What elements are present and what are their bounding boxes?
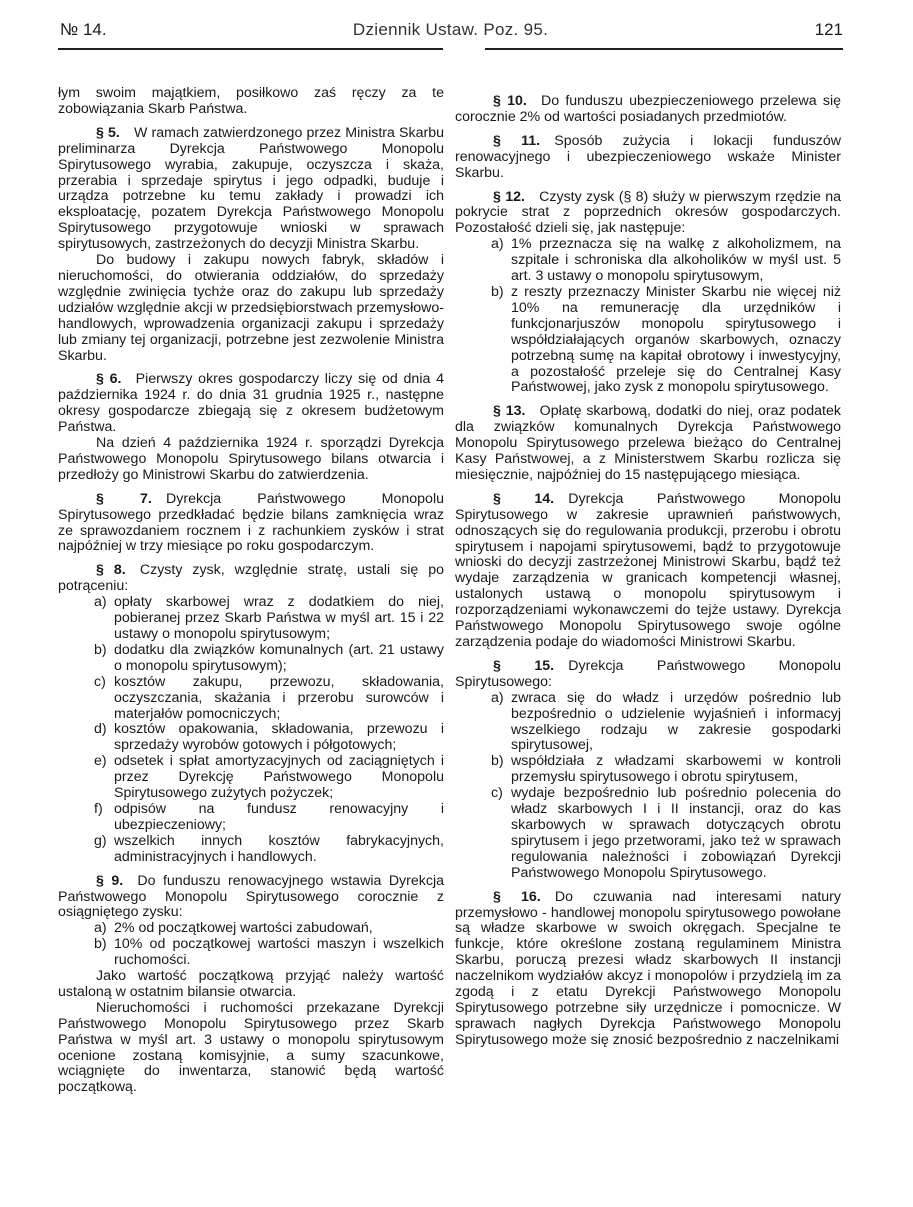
paragraph-text: Nieruchomości i ruchomości przekazane Dyrekcji Państwowego Monopolu Spirytusowego przez Skarb Państwa w myśl art. 3 ustawy o monopolu spirytusowym ocenione zostaną komisyjnie, a sumy szacunkowe, wciągnięte do inwentarza, stanowić będą wartość początkową. <box>58 999 444 1096</box>
section-paragraph <box>455 134 841 182</box>
list-item-label: f) <box>94 800 103 817</box>
list-item-label: a) <box>94 594 107 611</box>
list-item <box>58 754 444 802</box>
paragraph-text: Do budowy i zakupu nowych fabryk, składów i nieruchomości, do otwierania oddziałów, do sprzedaży względnie zwinięcia tychże oraz do zakupu lub sprzedaży udziałów względnie akcji w przedsiębiorstwach przemysłowo-handlowych, wprowadzenia organizacji zakupu i sprzedaży lub zmiany tej organizacji, potrzebne jest zezwolenie Ministra Skarbu. <box>58 252 444 364</box>
issue-number: № 14. <box>60 20 107 39</box>
section-paragraph <box>58 874 444 922</box>
paragraph-text: z reszty przeznaczy Minister Skarbu nie więcej niż 10% na remunerację dla urzędników i funkcjonarjuszów monopolu spirytusowego i współdziałających organów skarbowych, oznaczy potrzebną sumę na kapitał obrotowy i inwestycyjny, a pozostałość przeleje się do Centralnej Kasy Państwowej, jako zysk z monopolu spirytusowego. <box>511 283 841 396</box>
paragraph-text: Na dzień 4 października 1924 r. sporządzi Dyrekcja Państwowego Monopolu Spirytusowego bilans otwarcia i przedłoży go Ministrowi Skarbu do zatwierdzenia. <box>58 435 444 483</box>
paragraph-text: kosztów opakowania, składowania, przewozu i sprzedaży wyrobów gotowych i półgotowych; <box>114 721 444 754</box>
list-item <box>58 937 444 969</box>
paragraph-text: wydaje bezpośrednio lub pośrednio polecenia do władz skarbowych I i II instancji, oraz do kas skarbowych w sprawach dotyczących obrotu spirytusem i jego przetworami, jako też w sprawach regulowania należności i zobowiązań Dyrekcji Państwowego Monopolu Spirytusowego. <box>511 785 841 881</box>
section-paragraph <box>455 659 841 691</box>
section-paragraph <box>58 563 444 595</box>
left-column <box>58 86 444 1096</box>
paragraph <box>58 86 444 118</box>
section-paragraph <box>455 404 841 484</box>
section-number: § 9. <box>96 872 124 889</box>
section-paragraph <box>58 372 444 436</box>
section-number: § 12. <box>493 188 525 205</box>
paragraph-text: opłaty skarbowej wraz z dodatkiem do niej, pobieranej przez Skarb Państwa w myśl art. 15 i 22 ustawy o monopolu spirytusowym; <box>114 594 444 642</box>
header-rule-left <box>58 48 443 50</box>
list-item <box>58 722 444 754</box>
paragraph-text: Opłatę skarbową, dodatki do niej, oraz podatek dla związków komunalnych Dyrekcja Państwowego Monopolu Spirytusowego przelewa bieżąco do Centralnej Kasy Państwowej, a z Ministerstwem Skarbu rozlicza się miesięcznie, najpóźniej do 15 następującego miesiąca. <box>455 403 841 483</box>
list-item <box>58 595 444 643</box>
list-item-label: g) <box>94 832 107 849</box>
section-paragraph <box>455 492 841 651</box>
section-number: § 6. <box>96 371 122 388</box>
list-item <box>58 643 444 675</box>
list-item <box>58 921 444 937</box>
section-number: § 13. <box>493 403 526 420</box>
section-number: § 15. <box>493 657 555 674</box>
paragraph-text: Dyrekcja Państwowego Monopolu Spirytusowego w zakresie uprawnień państwowych, odnoszących się do regulowania produkcji, przerobu i obrotu spirytusem i napojami spirytusowemi, bądź to przygotowuje wnioski do decyzji zastrzeżonej Ministrowi Skarbu, bądź też wydaje zarządzenia w granicach kompetencji własnej, ustalonych ustawą o monopolu spirytusowym i rozporządzeniami wykonawczemi do tejże ustawy. Dyrekcja Państwowego Monopolu Spirytusowego swoje ogólne zarządzenia podaje do wiadomości Ministrowi Skarbu. <box>455 490 841 650</box>
list-item-label: c) <box>94 673 106 690</box>
paragraph <box>58 1001 444 1096</box>
list-item-label: e) <box>94 753 107 770</box>
list-item <box>455 285 841 396</box>
list-item-label: b) <box>94 936 107 953</box>
section-paragraph <box>455 94 841 126</box>
paragraph-text: odpisów na fundusz renowacyjny i ubezpieczeniowy; <box>114 800 444 833</box>
paragraph-text: wszelkich innych kosztów fabrykacyjnych, administracyjnych i handlowych. <box>114 832 444 865</box>
list-item-label: b) <box>491 283 504 300</box>
paragraph-text: Do funduszu renowacyjnego wstawia Dyrekcja Państwowego Monopolu Spirytusowego corocznie z osiągniętego zysku: <box>58 872 444 921</box>
list-item-label: b) <box>491 753 504 770</box>
paragraph-text: 1% przeznacza się na walkę z alkoholizmem, na szpitale i schroniska dla alkoholików w myśl ust. 5 art. 3 ustawy o monopolu spirytusowym, <box>511 236 841 285</box>
paragraph-text: Czysty zysk (§ 8) służy w pierwszym rzędzie na pokrycie strat z poprzednich okresów gospodarczych. Pozostałość dzieli się, jak następuje: <box>455 188 841 237</box>
paragraph-text: Sposób zużycia i lokacji funduszów renowacyjnego i ubezpieczeniowego wskaże Minister Skarbu. <box>455 132 841 181</box>
list-item <box>58 834 444 866</box>
list-item <box>58 802 444 834</box>
section-paragraph <box>455 190 841 238</box>
header-rule-right <box>485 48 843 50</box>
paragraph-text: Czysty zysk, względnie stratę, ustali się po potrąceniu: <box>58 562 444 595</box>
paragraph-text: 10% od początkowej wartości maszyn i wszelkich ruchomości. <box>114 936 444 969</box>
paragraph-text: W ramach zatwierdzonego przez Ministra Skarbu preliminarza Dyrekcja Państwowego Monopolu Spirytusowego wyrabia, zakupuje, oczyszcza i skaża, przerabia i sprzedaje spirytus i jego odpadki, buduje i urządza potrzebne ku temu zakłady i prowadzi ich eksploatację, pozatem Dyrekcja Państwowego Monopolu Spirytusowego przygotowuje wnioski w sprawach spirytusowych, zastrzeżonych do decyzji Ministra Skarbu. <box>58 124 444 253</box>
paragraph-text: zwraca się do władz i urzędów pośrednio lub bezpośrednio o udzielenie wyjaśnień i informacyj wszelkiego rodzaju w zakresie gospodarki spirytusowej, <box>511 689 841 754</box>
section-number: § 7. <box>96 490 152 507</box>
paragraph <box>58 969 444 1001</box>
list-item-label: a) <box>491 236 504 253</box>
paragraph-text: Dyrekcja Państwowego Monopolu Spirytusowego przedkładać będzie bilans zamknięcia wraz ze sprawozdaniem rocznem i z rachunkiem zysków i strat najpóźniej w trzy miesiące po roku gospodarczym. <box>58 490 444 555</box>
paragraph-text: Do czuwania nad interesami natury przemysłowo - handlowej monopolu spirytusowego powołane są władze skarbowe w swoich okręgach. Specjalne te funkcje, które określone zostaną regulaminem Ministra Skarbu, poruczą prezesi władz skarbowych II instancji naczelnikom wydziałów akcyz i monopolów i przydzielą im za zgodą i z etatu Dyrekcji Państwowego Monopolu Spirytusowego potrzebne siły urzędnicze i pomocnicze. W sprawach nagłych Dyrekcja Państwowego Monopolu Spirytusowego może się znosić bezpośrednio z naczelnikami <box>455 888 841 1048</box>
paragraph-text: 2% od początkowej wartości zabudowań, <box>114 920 373 937</box>
paragraph-text: odsetek i spłat amortyzacyjnych od zaciągniętych i przez Dyrekcję Państwowego Monopolu Spirytusowego zużytych pożyczek; <box>114 753 444 802</box>
list-item-label: d) <box>94 721 107 738</box>
publication-title: Dziennik Ustaw. Poz. 95. <box>352 20 549 39</box>
section-number: § 10. <box>493 93 527 109</box>
list-item-label: a) <box>491 689 504 706</box>
page-number: 121 <box>814 20 843 39</box>
list-item <box>455 691 841 755</box>
paragraph-text: kosztów zakupu, przewozu, składowania, oczyszczania, skażania i przerobu surowców i materjałów pomocniczych; <box>114 673 444 722</box>
list-item <box>455 754 841 786</box>
section-number: § 14. <box>493 490 555 507</box>
right-column <box>455 86 841 1049</box>
paragraph <box>58 436 444 484</box>
section-paragraph <box>58 492 444 556</box>
section-paragraph <box>455 890 841 1049</box>
list-item <box>455 237 841 285</box>
paragraph-text: Jako wartość początkową przyjąć należy wartość ustaloną w ostatnim bilansie otwarcia. <box>58 968 444 1000</box>
section-number: § 5. <box>96 124 120 141</box>
paragraph-text: Dyrekcja Państwowego Monopolu Spirytusowego: <box>455 657 841 690</box>
paragraph-text: dodatku dla związków komunalnych (art. 21 ustawy o monopolu spirytusowym); <box>114 641 444 674</box>
page-header <box>58 20 843 60</box>
list-item <box>58 675 444 723</box>
paragraph-text: Do funduszu ubezpieczeniowego przelewa się corocznie 2% od wartości posiadanych przedmiotów. <box>455 93 841 125</box>
paragraph-text: łym swoim majątkiem, posiłkowo zaś ręczy za te zobowiązania Skarb Państwa. <box>58 85 444 117</box>
section-number: § 16. <box>493 888 541 905</box>
section-paragraph <box>58 126 444 253</box>
list-item-label: b) <box>94 641 107 658</box>
paragraph <box>58 253 444 364</box>
paragraph-text: Pierwszy okres gospodarczy liczy się od dnia 4 października 1924 r. do dnia 31 grudnia 1925 r., następne okresy gospodarcze zbiegają się z okresem budżetowym Państwa. <box>58 371 445 436</box>
list-item-label: c) <box>491 785 503 802</box>
section-number: § 8. <box>96 562 126 579</box>
paragraph-text: współdziała z władzami skarbowemi w kontroli przemysłu spirytusowego i obrotu spirytusem, <box>511 753 841 786</box>
list-item-label: a) <box>94 920 107 937</box>
section-number: § 11. <box>493 132 541 149</box>
list-item <box>455 786 841 881</box>
